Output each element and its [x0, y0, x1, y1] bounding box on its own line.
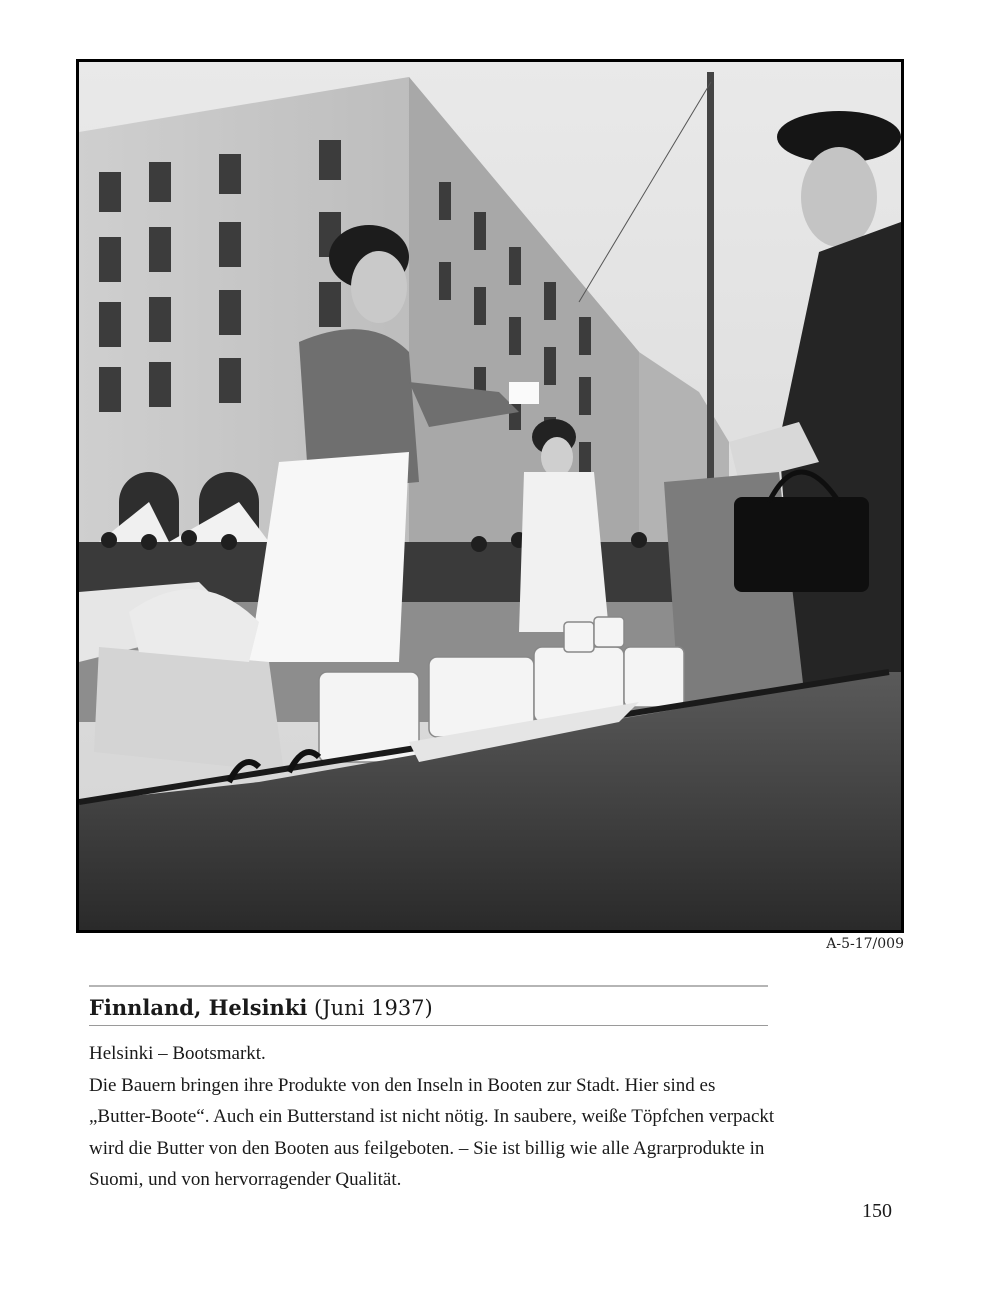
handbag — [734, 497, 869, 592]
caption-rule-bottom — [89, 1025, 768, 1026]
photograph — [76, 59, 904, 933]
page-number: 150 — [862, 1200, 892, 1222]
caption-title — [89, 994, 433, 1022]
archive-id: A-5-17/009 — [826, 936, 904, 952]
market-boat-photo — [79, 62, 901, 930]
crate — [94, 647, 284, 772]
caption-rule-top — [89, 985, 768, 987]
caption-date: (Juni 1937) — [314, 996, 433, 1020]
caption-text: Die Bauern bringen ihre Produkte von den Inseln in Booten zur Stadt. Hier sind es „Butter-Boote“. Auch ein Butterstand ist nicht nötig. In saubere, weiße Töpfchen verpackt wird die Butter von den Booten aus feilgeboten. – Sie ist billig wie alle Agrarprodukte in Suomi, und von hervorragender Qualität. — [89, 1074, 775, 1190]
caption-subtitle: Helsinki – Bootsmarkt. — [89, 1043, 266, 1064]
pole — [707, 72, 714, 542]
caption-body — [89, 1038, 779, 1196]
caption-place: Finnland, Helsinki — [89, 995, 308, 1020]
